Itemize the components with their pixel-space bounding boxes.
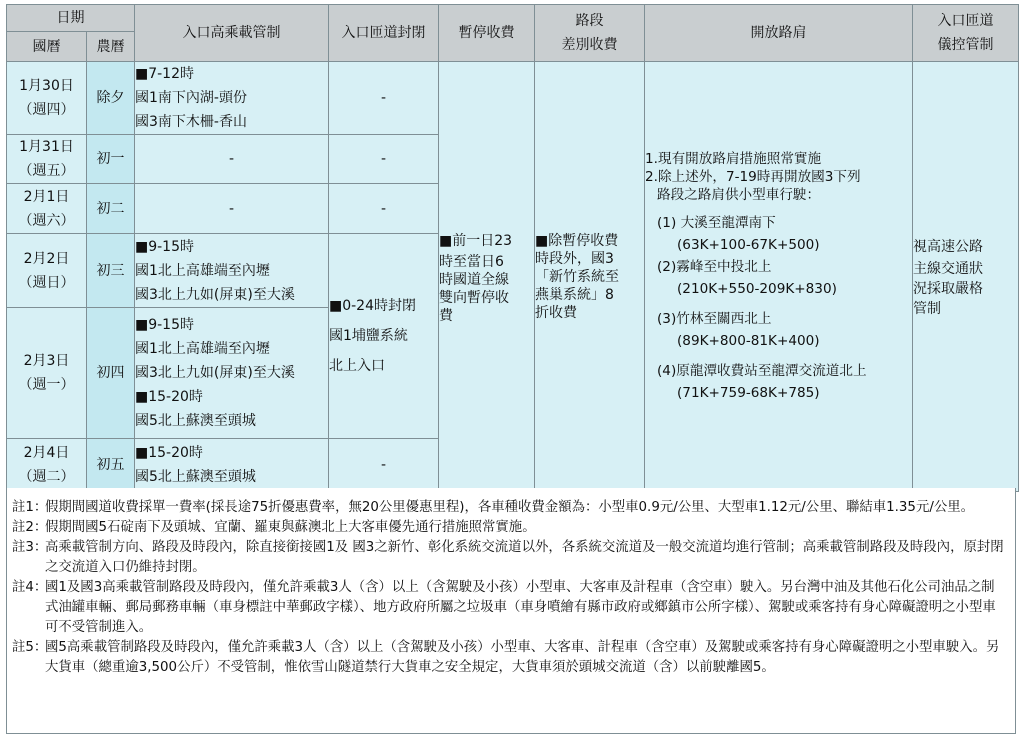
note-5: 註5： 國5高乘載管制路段及時段內，僅允許乘載3人（含）以上（含駕駛及小孩）小型車、大客車、計程車（含空車）及駕駛或乘客持有身心障礙證明之小型車駛入。另大貨車（總重逾3,500公斤）不受管制，惟依雪山隧道禁行大貨車之安全規定，大貨車須於頭城交流道（含）以前駛離國5。 (12, 640, 1000, 675)
header-hov: 入口高乘載管制 (135, 5, 329, 62)
lunar-date: 初一 (87, 135, 135, 184)
toll-suspend-cell: ■前一日23 時至當日6 時國道全線 雙向暫停收 費 (439, 62, 535, 492)
hov-cell: ■7-12時 國1南下內湖-頭份 國3南下木柵-香山 (135, 62, 329, 135)
solar-date: 1月31日 （週五） (7, 135, 87, 184)
hov-cell: - (135, 135, 329, 184)
solar-date: 2月1日 （週六） (7, 184, 87, 234)
lunar-date: 初二 (87, 184, 135, 234)
header-ramp-close: 入口匝道封閉 (329, 5, 439, 62)
solar-date: 1月30日 （週四） (7, 62, 87, 135)
lunar-date: 初三 (87, 234, 135, 308)
ramp-close-merged-cell: ■0-24時封閉 國1埔鹽系統 北上入口 (329, 234, 439, 439)
hov-cell: ■9-15時 國1北上高雄端至內壢 國3北上九如(屏東)至大溪 ■15-20時 國5北上蘇澳至頭城 (135, 308, 329, 439)
solar-date: 2月4日 （週二） (7, 439, 87, 492)
ramp-cell: - (329, 439, 439, 492)
traffic-control-table (6, 4, 1019, 492)
lunar-date: 初五 (87, 439, 135, 492)
header-toll-suspend: 暫停收費 (439, 5, 535, 62)
ramp-cell: - (329, 135, 439, 184)
note-3: 註3： 高乘載管制方向、路段及時段內，除直接銜接國1及 國3之新竹、彰化系統交流道以外，各系統交流道及一般交流道均進行管制；高乘載管制路段及時段內，原封閉之交流道入口仍維持封閉。 (12, 540, 1004, 575)
header-date-solar: 國曆 (7, 32, 87, 62)
ramp-cell: - (329, 184, 439, 234)
hov-cell: - (135, 184, 329, 234)
note-4: 註4： 國1及國3高乘載管制路段及時段內，僅允許乘載3人（含）以上（含駕駛及小孩）小型車、大客車及計程車（含空車）駛入。另台灣中油及其他石化公司油品之制式油罐車輛、郵局郵務車輛（車身標註中華郵政字樣）、地方政府所屬之垃圾車（車身噴繪有縣市政府或鄉鎮市公所字樣）、駕駛或乘客持有身心障礙證明之小型車可不受管制進入。 (12, 580, 996, 635)
ramp-cell: - (329, 62, 439, 135)
note-2: 註2： 假期間國5石碇南下及頭城、宜蘭、羅東與蘇澳北上大客車優先通行措施照常實施。 (12, 520, 536, 535)
note-1: 註1： 假期間國道收費採單一費率(採長途75折優惠費率，無20公里優惠里程)，各車種收費金額為：小型車0.9元/公里、大型車1.12元/公里、聯結車1.35元/公里。 (12, 500, 975, 515)
header-date-lunar: 農曆 (87, 32, 135, 62)
solar-date: 2月2日 （週日） (7, 234, 87, 308)
header-ramp-meter: 入口匝道 儀控管制 (913, 5, 1019, 62)
table-row (7, 62, 1019, 135)
hov-cell: ■9-15時 國1北上高雄端至內壢 國3北上九如(屏東)至大溪 (135, 234, 329, 308)
header-date: 日期 (7, 5, 135, 32)
lunar-date: 除夕 (87, 62, 135, 135)
header-section-pricing: 路段 差別收費 (535, 5, 645, 62)
header-shoulder: 開放路肩 (645, 5, 913, 62)
section-pricing-cell: ■除暫停收費 時段外，國3 「新竹系統至 燕巢系統」8 折收費 (535, 62, 645, 492)
lunar-date: 初四 (87, 308, 135, 439)
solar-date: 2月3日 （週一） (7, 308, 87, 439)
ramp-meter-cell: 視高速公路 主線交通狀 況採取嚴格 管制 (913, 62, 1019, 492)
hov-cell: ■15-20時 國5北上蘇澳至頭城 (135, 439, 329, 492)
schedule-document (6, 4, 1018, 736)
notes-section (6, 488, 1016, 734)
shoulder-cell: 1.現有開放路肩措施照常實施 2.除上述外，7-19時再開放國3下列 路段之路肩供小型車行駛： (1) 大溪至龍潭南下 (63K+100-67K+500) (2)霧峰至中投北上 (210K+550-209K+830) (3)竹林至關西北上 (89K+800-81K+400) (4)原龍潭收費站至龍潭交流道北上 (71K+759-68K+785) (645, 62, 913, 492)
